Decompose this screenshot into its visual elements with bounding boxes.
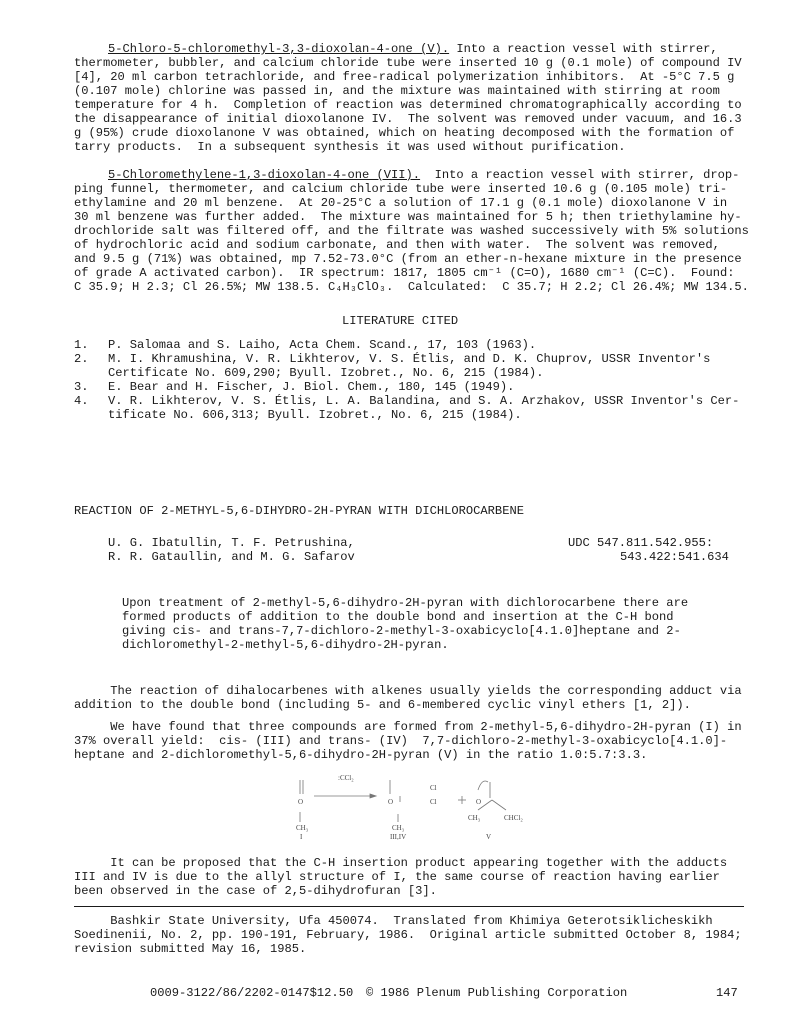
reference-text: P. Salomaa and S. Laiho, Acta Chem. Scand., 17, 103 (1963). [108, 338, 537, 352]
scheme-atom: O [476, 798, 482, 806]
scheme-reagent: :CCl₂ [338, 774, 354, 782]
footer-code: 0009-3122/86/2202-0147$12.50 [150, 986, 354, 1000]
scheme-substituent: CH₃ [296, 824, 309, 832]
compound-title: 5-Chloromethylene-1,3-dioxolan-4-one (VII). [108, 168, 421, 182]
body-line: We have found that three compounds are formed from 2-methyl-5,6-dihydro-2H-pyran (I) in [74, 720, 742, 734]
body-line: III and IV is due to the allyl structure of I, the same course of reaction having earlier [74, 870, 720, 884]
reference-number: 1. [74, 338, 89, 352]
scheme-substituent: CH₃ [392, 824, 405, 832]
reference-number: 2. [74, 352, 89, 366]
paragraph-line: thermometer, bubbler, and calcium chloride tube were inserted 10 g (0.1 mole) of compound IV [74, 56, 742, 70]
paragraph-line: ping funnel, thermometer, and calcium chloride tube were inserted 10.6 g (0.105 mole) tri- [74, 182, 728, 196]
abstract-line: formed products of addition to the double bond and insertion at the C-H bond [122, 610, 674, 624]
scheme-label: I [300, 833, 303, 841]
paragraph-line: C 35.9; H 2.3; Cl 26.5%; MW 138.5. C₄H₃ClO₃. Calculated: C 35.7; H 2.2; Cl 26.4%; MW 134.5. [74, 280, 749, 294]
paragraph-line: and 9.5 g (71%) was obtained, mp 7.52-73.0°C (from an ether-n-hexane mixture in the presence [74, 252, 742, 266]
paragraph-line: of grade A activated carbon). IR spectrum: 1817, 1805 cm⁻¹ (C=O), 1680 cm⁻¹ (C=C). Found: [74, 266, 735, 280]
scheme-atom: O [388, 798, 394, 806]
paragraph-line: 5-Chloro-5-chloromethyl-3,3-dioxolan-4-one (V). Into a reaction vessel with stirrer, [108, 42, 718, 56]
reference-number: 3. [74, 380, 89, 394]
reference-text: V. R. Likhterov, V. S. Étlis, L. A. Balandina, and S. A. Arzhakov, USSR Inventor's Cer- [108, 394, 740, 408]
paragraph-line: 5-Chloromethylene-1,3-dioxolan-4-one (VII). Into a reaction vessel with stirrer, drop- [108, 168, 740, 182]
paragraph-line: g (95%) crude dioxolanone V was obtained, which on heating decomposed with the formation of [74, 126, 735, 140]
article-title: REACTION OF 2-METHYL-5,6-DIHYDRO-2H-PYRAN WITH DICHLOROCARBENE [74, 504, 524, 518]
body-line: addition to the double bond (including 5- and 6-membered cyclic vinyl ethers [1, 2]). [74, 698, 691, 712]
scheme-label: III,IV [390, 833, 407, 841]
body-line: heptane and 2-dichloromethyl-5,6-dihydro-2H-pyran (V) in the ratio 1.0:5.7:3.3. [74, 748, 648, 762]
scheme-atom: Cl [430, 784, 437, 792]
reference-text: tificate No. 606,313; Byull. Izobret., No. 6, 215 (1984). [108, 408, 522, 422]
udc-code: UDC 547.811.542.955: [568, 536, 714, 550]
paragraph-line: the disappearance of initial dioxolanone IV. The solvent was removed under vacuum, and 16.3 [74, 112, 742, 126]
scheme-atom: Cl [430, 798, 437, 806]
paragraph-line: ethylamine and 20 ml benzene. At 20-25°C a solution of 17.1 g (0.1 mole) dioxolanone V in [74, 196, 728, 210]
body-line: The reaction of dihalocarbenes with alkenes usually yields the corresponding adduct via [74, 684, 742, 698]
scheme-substituent: CHCl₂ [504, 814, 523, 822]
paragraph-line: tarry products. In a subsequent synthesis it was used without purification. [74, 140, 626, 154]
body-line: 37% overall yield: cis- (III) and trans- (IV) 7,7-dichloro-2-methyl-3-oxabicyclo[4.1.0]- [74, 734, 728, 748]
reaction-scheme-drawing [280, 770, 540, 842]
scheme-substituent: CH₃ [468, 814, 481, 822]
footnote-line: Bashkir State University, Ufa 450074. Translated from Khimiya Geterotsiklicheskikh [74, 914, 713, 928]
scheme-label: V [486, 833, 492, 841]
paragraph-line: [4], 20 ml carbon tetrachloride, and free-radical polymerization inhibitors. At -5°C 7.5 g [74, 70, 735, 84]
footnote-line: revision submitted May 16, 1985. [74, 942, 307, 956]
paragraph-line: drochloride salt was filtered off, and the filtrate was washed successively with 5% solutions [74, 224, 749, 238]
body-line: It can be proposed that the C-H insertion product appearing together with the adducts [74, 856, 728, 870]
abstract-line: dichloromethyl-2-methyl-5,6-dihydro-2H-pyran. [122, 638, 449, 652]
article-authors: R. R. Gataullin, and M. G. Safarov [108, 550, 355, 564]
footnote-divider [74, 906, 744, 907]
reference-text: E. Bear and H. Fischer, J. Biol. Chem., 180, 145 (1949). [108, 380, 515, 394]
paragraph-line: temperature for 4 h. Completion of reaction was determined chromatographically according to [74, 98, 742, 112]
article-authors: U. G. Ibatullin, T. F. Petrushina, [108, 536, 355, 550]
abstract-line: giving cis- and trans-7,7-dichloro-2-methyl-3-oxabicyclo[4.1.0]heptane and 2- [122, 624, 681, 638]
reaction-scheme [280, 770, 540, 842]
literature-heading: LITERATURE CITED [342, 314, 459, 328]
paragraph-line: (0.107 mole) chlorine was passed in, and the mixture was maintained with stirring at room [74, 84, 720, 98]
footer-copyright: © 1986 Plenum Publishing Corporation [366, 986, 628, 1000]
scheme-atom: O [298, 798, 304, 806]
udc-code: 543.422:541.634 [620, 550, 729, 564]
paragraph-line: of hydrochloric acid and sodium carbonate, and then with water. The solvent was removed, [74, 238, 720, 252]
paragraph-line: 30 ml benzene was further added. The mixture was maintained for 5 h; then triethylamine hy- [74, 210, 742, 224]
reference-text: M. I. Khramushina, V. R. Likhterov, V. S. Étlis, and D. K. Chuprov, USSR Inventor's [108, 352, 711, 366]
abstract-line: Upon treatment of 2-methyl-5,6-dihydro-2H-pyran with dichlorocarbene there are [122, 596, 689, 610]
body-line: been observed in the case of 2,5-dihydrofuran [3]. [74, 884, 437, 898]
footnote-line: Soedinenii, No. 2, pp. 190-191, February, 1986. Original article submitted October 8, 1984; [74, 928, 742, 942]
reference-number: 4. [74, 394, 89, 408]
compound-title: 5-Chloro-5-chloromethyl-3,3-dioxolan-4-one (V). [108, 42, 450, 56]
reference-text: Certificate No. 609,290; Byull. Izobret., No. 6, 215 (1984). [108, 366, 544, 380]
page-number: 147 [716, 986, 738, 1000]
